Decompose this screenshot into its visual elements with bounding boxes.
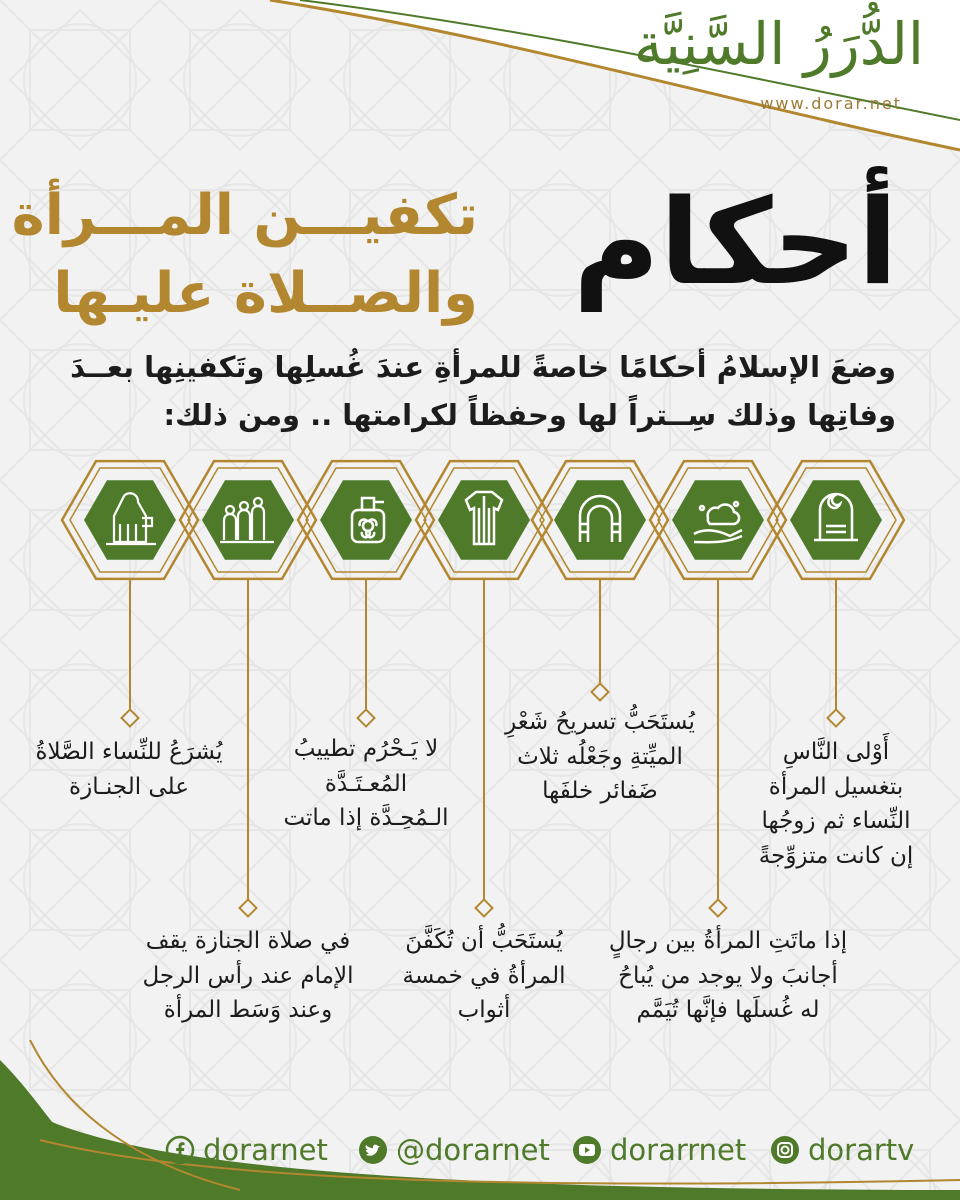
intro-line2: وفاتِها وذلك سِــتراً لها وحفظاً لكرامتها .. ومن ذلك: [163, 398, 896, 432]
note-line: الـمُحِـدَّة إذا ماتت [283, 805, 449, 831]
congregation-icon [208, 478, 288, 558]
logo-name: الدُّرَرُ السَّنِيَّة [633, 10, 924, 78]
perfume-bottle-icon [326, 478, 406, 558]
note-line: أثواب [457, 997, 511, 1023]
title-sub-line1: تكفيـــن المـــرأة [11, 183, 478, 248]
note-line: الميِّتةِ وجَعْلُه ثلاث [517, 743, 683, 770]
logo-url: www.dorar.net [760, 94, 902, 113]
praying-woman-icon [90, 478, 170, 558]
note-line: ضَفائر خلفَها [542, 778, 658, 804]
note-line: بتغسيل المرأة [768, 773, 904, 800]
note-line: النِّساء ثم زوجُها [761, 808, 911, 834]
note-line: يُستَحَبُّ تسريحُ شَعْرِ [505, 709, 695, 735]
water-hand-icon [678, 478, 758, 558]
twitter-icon [358, 1135, 388, 1165]
shroud-garment-icon [444, 478, 524, 558]
note-tayammum [598, 924, 858, 1028]
note-line: المُعـتَـدَّة [324, 770, 408, 797]
note-imam-position [128, 924, 368, 1028]
social-label: dorarrnet [610, 1133, 747, 1167]
note-line: له غُسلَها فإنَّها تُيَمَّم [636, 997, 820, 1023]
title-sub-line2: والصــلاة عليـها [53, 261, 478, 326]
note-women-pray [24, 735, 234, 804]
note-line: إن كانت متزوِّجةً [758, 842, 914, 869]
social-links [0, 1128, 960, 1172]
note-line: يُشرَعُ للنِّساء الصَّلاةُ [35, 739, 223, 765]
instagram-icon [770, 1135, 800, 1165]
note-line: المرأةُ في خمسة [402, 962, 566, 989]
social-youtube[interactable] [572, 1128, 746, 1172]
note-line: يُستَحَبُّ أن تُكَفَّنَ [405, 928, 563, 954]
note-perfume [266, 732, 466, 836]
facebook-icon [165, 1135, 195, 1165]
note-five-garments [384, 924, 584, 1028]
social-twitter[interactable] [358, 1128, 550, 1172]
title-main: أحكام [573, 173, 898, 311]
intro-line1: وضعَ الإسلامُ أحكامًا خاصةً للمرأةِ عندَ غُسلِها وتَكفينِها بعــدَ [70, 350, 896, 384]
note-line: لا يَـحْرُم تطييبُ [293, 736, 439, 762]
note-hair-braids [495, 705, 705, 809]
note-washing-priority [746, 735, 926, 873]
social-label: dorarnet [203, 1133, 328, 1167]
note-line: في صلاة الجنازة يقف [145, 928, 351, 954]
note-line: على الجنـازة [69, 773, 189, 800]
social-label: dorartv [808, 1133, 915, 1167]
social-instagram[interactable] [770, 1128, 914, 1172]
hair-braid-arch-icon [560, 478, 640, 558]
note-line: أَوْلى النَّاسِ [782, 739, 890, 765]
social-label: @dorarnet [396, 1133, 550, 1167]
bottom-swoosh-decoration [0, 1040, 960, 1200]
grave-icon [796, 478, 876, 558]
note-line: أجانبَ ولا يوجد من يُباحُ [618, 962, 838, 989]
social-facebook[interactable] [165, 1128, 328, 1172]
note-line: وعند وَسَط المرأة [163, 997, 333, 1023]
youtube-icon [572, 1135, 602, 1165]
note-line: إذا ماتَتِ المرأةُ بين رجالٍ [608, 928, 848, 954]
note-line: الإمام عند رأس الرجل [142, 962, 354, 989]
